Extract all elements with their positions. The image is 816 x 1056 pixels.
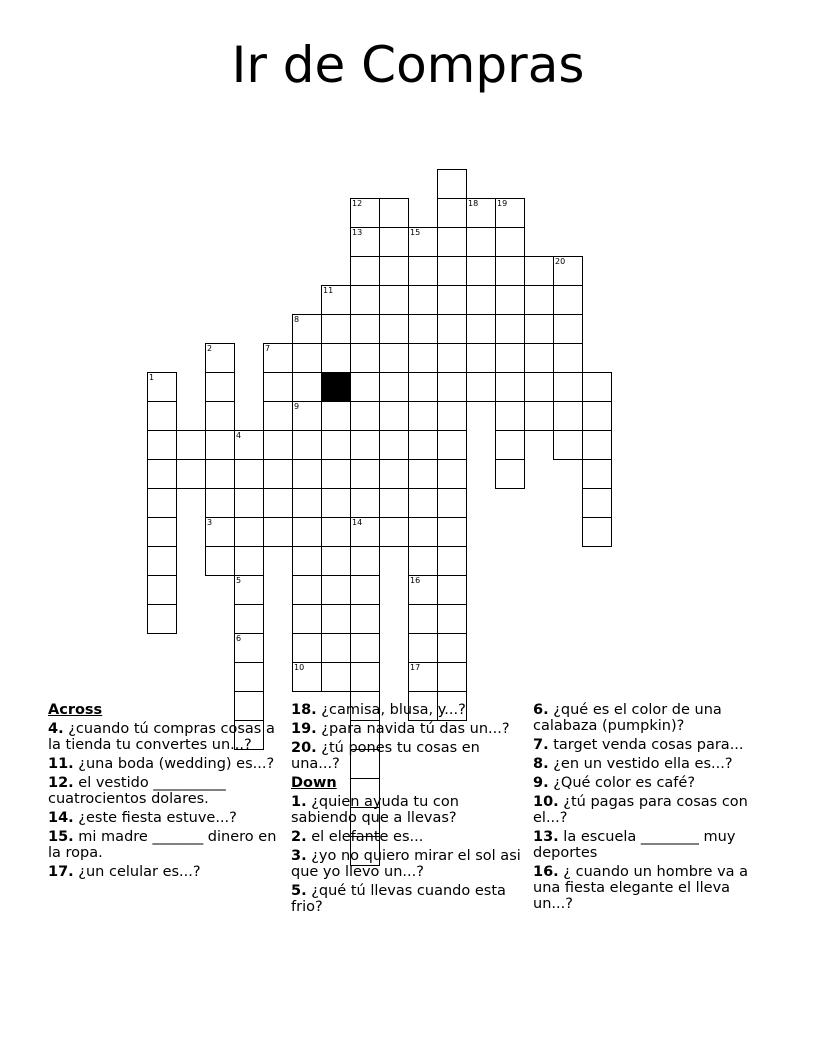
clue-item-text: ¿en un vestido ella es...?	[553, 756, 733, 772]
clue-item	[533, 756, 765, 772]
grid-cell[interactable]	[205, 459, 235, 489]
grid-cell[interactable]	[205, 372, 235, 402]
clue-item	[533, 829, 765, 861]
grid-cell[interactable]	[234, 488, 264, 518]
across-clues-list-2	[291, 702, 523, 772]
grid-cell[interactable]	[263, 343, 293, 373]
grid-cell[interactable]	[350, 517, 380, 547]
grid-cell[interactable]	[437, 169, 467, 199]
grid-cell[interactable]	[234, 459, 264, 489]
grid-cell[interactable]	[437, 198, 467, 228]
clue-item	[48, 721, 280, 753]
clue-item	[533, 702, 765, 734]
clue-item-number: 19.	[291, 721, 317, 737]
clue-item-text: la escuela ________ muy deportes	[533, 829, 736, 861]
grid-cell[interactable]	[292, 517, 322, 547]
grid-cell[interactable]	[147, 604, 177, 634]
grid-cell[interactable]	[350, 372, 380, 402]
grid-cell[interactable]	[495, 314, 525, 344]
clue-number: 12	[352, 199, 363, 208]
grid-cell[interactable]	[379, 285, 409, 315]
grid-cell[interactable]	[466, 227, 496, 257]
grid-cell[interactable]	[408, 633, 438, 663]
grid-cell[interactable]	[437, 343, 467, 373]
grid-cell[interactable]	[524, 314, 554, 344]
grid-cell[interactable]	[437, 517, 467, 547]
grid-cell[interactable]	[350, 546, 380, 576]
clue-item-text: ¿este fiesta estuve...?	[78, 810, 237, 826]
grid-cell[interactable]	[321, 459, 351, 489]
grid-cell[interactable]	[408, 662, 438, 692]
grid-cell[interactable]	[582, 430, 612, 460]
grid-cell[interactable]	[437, 401, 467, 431]
clue-item-number: 18.	[291, 702, 317, 718]
grid-cell[interactable]	[321, 546, 351, 576]
grid-cell[interactable]	[466, 314, 496, 344]
clue-item-number: 1.	[291, 794, 307, 810]
grid-cell[interactable]	[408, 517, 438, 547]
grid-cell[interactable]	[495, 343, 525, 373]
grid-cell[interactable]	[379, 459, 409, 489]
clue-number: 8	[294, 315, 300, 324]
grid-cell[interactable]	[379, 198, 409, 228]
grid-cell[interactable]	[234, 662, 264, 692]
clue-item-number: 9.	[533, 775, 549, 791]
grid-cell[interactable]	[292, 604, 322, 634]
grid-cell[interactable]	[321, 430, 351, 460]
grid-cell[interactable]	[321, 517, 351, 547]
grid-cell[interactable]	[234, 430, 264, 460]
grid-cell[interactable]	[234, 575, 264, 605]
clue-item-text: ¿tú pones tu cosas en una...?	[291, 740, 480, 772]
clue-number: 1	[149, 373, 155, 382]
clue-item	[48, 775, 280, 807]
grid-cell[interactable]	[582, 488, 612, 518]
clue-number: 6	[236, 634, 242, 643]
clue-item	[48, 829, 280, 861]
clue-item	[291, 721, 523, 737]
clue-item	[291, 829, 523, 845]
clue-item	[533, 864, 765, 912]
clue-item-text: ¿una boda (wedding) es...?	[78, 756, 275, 772]
grid-cell[interactable]	[321, 401, 351, 431]
grid-cell[interactable]	[292, 372, 322, 402]
grid-cell[interactable]	[408, 285, 438, 315]
grid-cell[interactable]	[437, 546, 467, 576]
clue-item-text: ¿tú pagas para cosas con el...?	[533, 794, 748, 826]
clue-column-3	[533, 702, 765, 915]
grid-cell[interactable]	[321, 488, 351, 518]
clue-item	[533, 737, 765, 753]
grid-cell[interactable]	[321, 575, 351, 605]
clue-item-number: 17.	[48, 864, 74, 880]
grid-cell[interactable]	[350, 459, 380, 489]
grid-cell[interactable]	[147, 575, 177, 605]
grid-cell[interactable]	[234, 517, 264, 547]
grid-cell[interactable]	[321, 285, 351, 315]
grid-cell[interactable]	[379, 314, 409, 344]
clue-item-number: 8.	[533, 756, 549, 772]
grid-cell[interactable]	[350, 256, 380, 286]
clue-item-text: mi madre _______ dinero en la ropa.	[48, 829, 277, 861]
clue-item-number: 13.	[533, 829, 559, 845]
clue-number: 18	[468, 199, 479, 208]
grid-cell[interactable]	[292, 314, 322, 344]
clue-item-number: 7.	[533, 737, 549, 753]
grid-cell[interactable]	[466, 285, 496, 315]
clue-item-text: ¿quien ayuda tu con sabiendo que a llevas?	[291, 794, 459, 826]
grid-cell[interactable]	[321, 633, 351, 663]
clue-number: 17	[410, 663, 421, 672]
grid-cell[interactable]	[205, 517, 235, 547]
clue-number: 10	[294, 663, 305, 672]
grid-cell[interactable]	[437, 430, 467, 460]
grid-cell[interactable]	[205, 488, 235, 518]
grid-cell[interactable]	[408, 604, 438, 634]
grid-cell[interactable]	[437, 314, 467, 344]
clue-item-number: 11.	[48, 756, 74, 772]
clue-item-number: 16.	[533, 864, 559, 880]
grid-cell[interactable]	[524, 401, 554, 431]
grid-cell[interactable]	[205, 546, 235, 576]
grid-cell[interactable]	[408, 459, 438, 489]
across-clues-list-1	[48, 721, 280, 880]
grid-cell[interactable]	[437, 459, 467, 489]
clue-number: 5	[236, 576, 242, 585]
clue-item-text: ¿un celular es...?	[78, 864, 201, 880]
clue-item	[291, 794, 523, 826]
grid-cell[interactable]	[408, 256, 438, 286]
grid-cell[interactable]	[292, 633, 322, 663]
grid-cell[interactable]	[350, 285, 380, 315]
clue-item-text: el elefante es...	[311, 829, 424, 845]
clue-item-text: ¿cuando tú compras cosas a la tienda tu convertes un...?	[48, 721, 275, 753]
clue-number: 15	[410, 228, 421, 237]
grid-cell[interactable]	[350, 604, 380, 634]
grid-cell[interactable]	[466, 372, 496, 402]
grid-cell[interactable]	[379, 256, 409, 286]
grid-cell[interactable]	[263, 459, 293, 489]
grid-cell[interactable]	[176, 459, 206, 489]
grid-cell[interactable]	[379, 430, 409, 460]
clue-number: 9	[294, 402, 300, 411]
grid-cell[interactable]	[495, 401, 525, 431]
clue-item-text: ¿ cuando un hombre va a una fiesta elegante el lleva un...?	[533, 864, 749, 912]
grid-cell[interactable]	[582, 401, 612, 431]
grid-cell[interactable]	[263, 401, 293, 431]
grid-cell[interactable]	[437, 285, 467, 315]
clue-item-number: 2.	[291, 829, 307, 845]
clue-number: 19	[497, 199, 508, 208]
clue-item	[533, 794, 765, 826]
clue-number: 7	[265, 344, 271, 353]
grid-cell[interactable]	[350, 314, 380, 344]
clue-item	[291, 848, 523, 880]
grid-cell[interactable]	[524, 285, 554, 315]
clue-number: 13	[352, 228, 363, 237]
clue-item	[48, 756, 280, 772]
grid-cell[interactable]	[408, 575, 438, 605]
grid-cell[interactable]	[408, 430, 438, 460]
grid-cell[interactable]	[350, 662, 380, 692]
grid-cell[interactable]	[321, 604, 351, 634]
grid-cell[interactable]	[147, 459, 177, 489]
grid-cell[interactable]	[495, 285, 525, 315]
grid-cell[interactable]	[408, 372, 438, 402]
puzzle-title: Ir de Compras	[231, 36, 585, 94]
clue-item	[48, 810, 280, 826]
grid-cell[interactable]	[408, 546, 438, 576]
clue-item-text: ¿Qué color es café?	[553, 775, 696, 791]
grid-cell[interactable]	[582, 517, 612, 547]
grid-cell[interactable]	[350, 198, 380, 228]
grid-cell[interactable]	[292, 401, 322, 431]
clue-number: 11	[323, 286, 334, 295]
grid-cell[interactable]	[437, 256, 467, 286]
grid-cell[interactable]	[437, 227, 467, 257]
clue-item-number: 4.	[48, 721, 64, 737]
grid-cell[interactable]	[234, 546, 264, 576]
grid-cell[interactable]	[408, 343, 438, 373]
clue-item-text: el vestido __________ cuatrocientos dolares.	[48, 775, 226, 807]
grid-cell[interactable]	[321, 662, 351, 692]
clue-column-1	[48, 702, 280, 883]
grid-cell[interactable]	[350, 227, 380, 257]
grid-cell[interactable]	[582, 372, 612, 402]
grid-black-cell	[321, 372, 351, 402]
clue-item	[533, 775, 765, 791]
grid-cell[interactable]	[263, 517, 293, 547]
clue-item-number: 12.	[48, 775, 74, 791]
clue-number: 14	[352, 518, 363, 527]
clue-item-number: 3.	[291, 848, 307, 864]
down-heading: Down	[291, 775, 337, 791]
grid-cell[interactable]	[321, 314, 351, 344]
grid-cell[interactable]	[553, 372, 583, 402]
clue-item	[291, 702, 523, 718]
clue-item	[48, 864, 280, 880]
clue-number: 3	[207, 518, 213, 527]
grid-cell[interactable]	[379, 401, 409, 431]
grid-cell[interactable]	[553, 401, 583, 431]
grid-cell[interactable]	[466, 256, 496, 286]
grid-cell[interactable]	[553, 285, 583, 315]
clue-item-text: ¿qué tú llevas cuando esta frio?	[291, 883, 506, 915]
clue-item-text: ¿qué es el color de una calabaza (pumpkin)?	[533, 702, 722, 734]
grid-cell[interactable]	[553, 256, 583, 286]
grid-cell[interactable]	[350, 488, 380, 518]
grid-cell[interactable]	[408, 401, 438, 431]
clue-item-text: target venda cosas para...	[553, 737, 744, 753]
grid-cell[interactable]	[292, 488, 322, 518]
grid-cell[interactable]	[234, 604, 264, 634]
grid-cell[interactable]	[495, 430, 525, 460]
grid-cell[interactable]	[263, 430, 293, 460]
grid-cell[interactable]	[495, 256, 525, 286]
grid-cell[interactable]	[437, 575, 467, 605]
clue-number: 20	[555, 257, 566, 266]
clue-number: 16	[410, 576, 421, 585]
clue-item-text: ¿camisa, blusa, y...?	[321, 702, 466, 718]
grid-cell[interactable]	[495, 372, 525, 402]
grid-cell[interactable]	[524, 256, 554, 286]
grid-cell[interactable]	[350, 633, 380, 663]
grid-cell[interactable]	[379, 488, 409, 518]
grid-cell[interactable]	[205, 343, 235, 373]
grid-cell[interactable]	[234, 633, 264, 663]
grid-cell[interactable]	[147, 430, 177, 460]
clue-number: 2	[207, 344, 213, 353]
grid-cell[interactable]	[466, 198, 496, 228]
grid-cell[interactable]	[205, 430, 235, 460]
clue-item-number: 5.	[291, 883, 307, 899]
grid-cell[interactable]	[437, 604, 467, 634]
clue-column-2	[291, 702, 523, 918]
clue-item-number: 10.	[533, 794, 559, 810]
grid-cell[interactable]	[205, 401, 235, 431]
clue-item-number: 14.	[48, 810, 74, 826]
clue-item-text: ¿para navida tú das un...?	[321, 721, 510, 737]
grid-cell[interactable]	[379, 372, 409, 402]
grid-cell[interactable]	[437, 488, 467, 518]
clue-item-number: 15.	[48, 829, 74, 845]
grid-cell[interactable]	[437, 662, 467, 692]
grid-cell[interactable]	[292, 546, 322, 576]
grid-cell[interactable]	[379, 227, 409, 257]
grid-cell[interactable]	[292, 430, 322, 460]
grid-cell[interactable]	[437, 372, 467, 402]
grid-cell[interactable]	[147, 517, 177, 547]
grid-cell[interactable]	[350, 401, 380, 431]
grid-cell[interactable]	[147, 372, 177, 402]
grid-cell[interactable]	[495, 227, 525, 257]
grid-cell[interactable]	[553, 430, 583, 460]
clue-item-text: ¿yo no quiero mirar el sol asi que yo llevo un...?	[291, 848, 521, 880]
grid-cell[interactable]	[176, 430, 206, 460]
grid-cell[interactable]	[524, 372, 554, 402]
clue-item	[291, 740, 523, 772]
grid-cell[interactable]	[408, 227, 438, 257]
grid-cell[interactable]	[147, 401, 177, 431]
grid-cell[interactable]	[292, 662, 322, 692]
grid-cell[interactable]	[292, 459, 322, 489]
grid-cell[interactable]	[263, 488, 293, 518]
grid-cell[interactable]	[408, 314, 438, 344]
clue-item-number: 20.	[291, 740, 317, 756]
clue-number: 4	[236, 431, 242, 440]
grid-cell[interactable]	[263, 372, 293, 402]
across-heading: Across	[48, 702, 103, 718]
grid-cell[interactable]	[466, 343, 496, 373]
grid-cell[interactable]	[147, 546, 177, 576]
grid-cell[interactable]	[524, 343, 554, 373]
grid-cell[interactable]	[292, 575, 322, 605]
down-clues-list-1	[291, 794, 523, 915]
grid-cell[interactable]	[408, 488, 438, 518]
grid-cell[interactable]	[350, 343, 380, 373]
grid-cell[interactable]	[495, 198, 525, 228]
grid-cell[interactable]	[553, 314, 583, 344]
grid-cell[interactable]	[379, 343, 409, 373]
grid-cell[interactable]	[437, 633, 467, 663]
grid-cell[interactable]	[292, 343, 322, 373]
grid-cell[interactable]	[321, 343, 351, 373]
grid-cell[interactable]	[495, 459, 525, 489]
clue-item-number: 6.	[533, 702, 549, 718]
grid-cell[interactable]	[553, 343, 583, 373]
down-clues-list-2	[533, 702, 765, 912]
grid-cell[interactable]	[147, 488, 177, 518]
grid-cell[interactable]	[582, 459, 612, 489]
grid-cell[interactable]	[350, 430, 380, 460]
grid-cell[interactable]	[379, 517, 409, 547]
grid-cell[interactable]	[350, 575, 380, 605]
clue-item	[291, 883, 523, 915]
